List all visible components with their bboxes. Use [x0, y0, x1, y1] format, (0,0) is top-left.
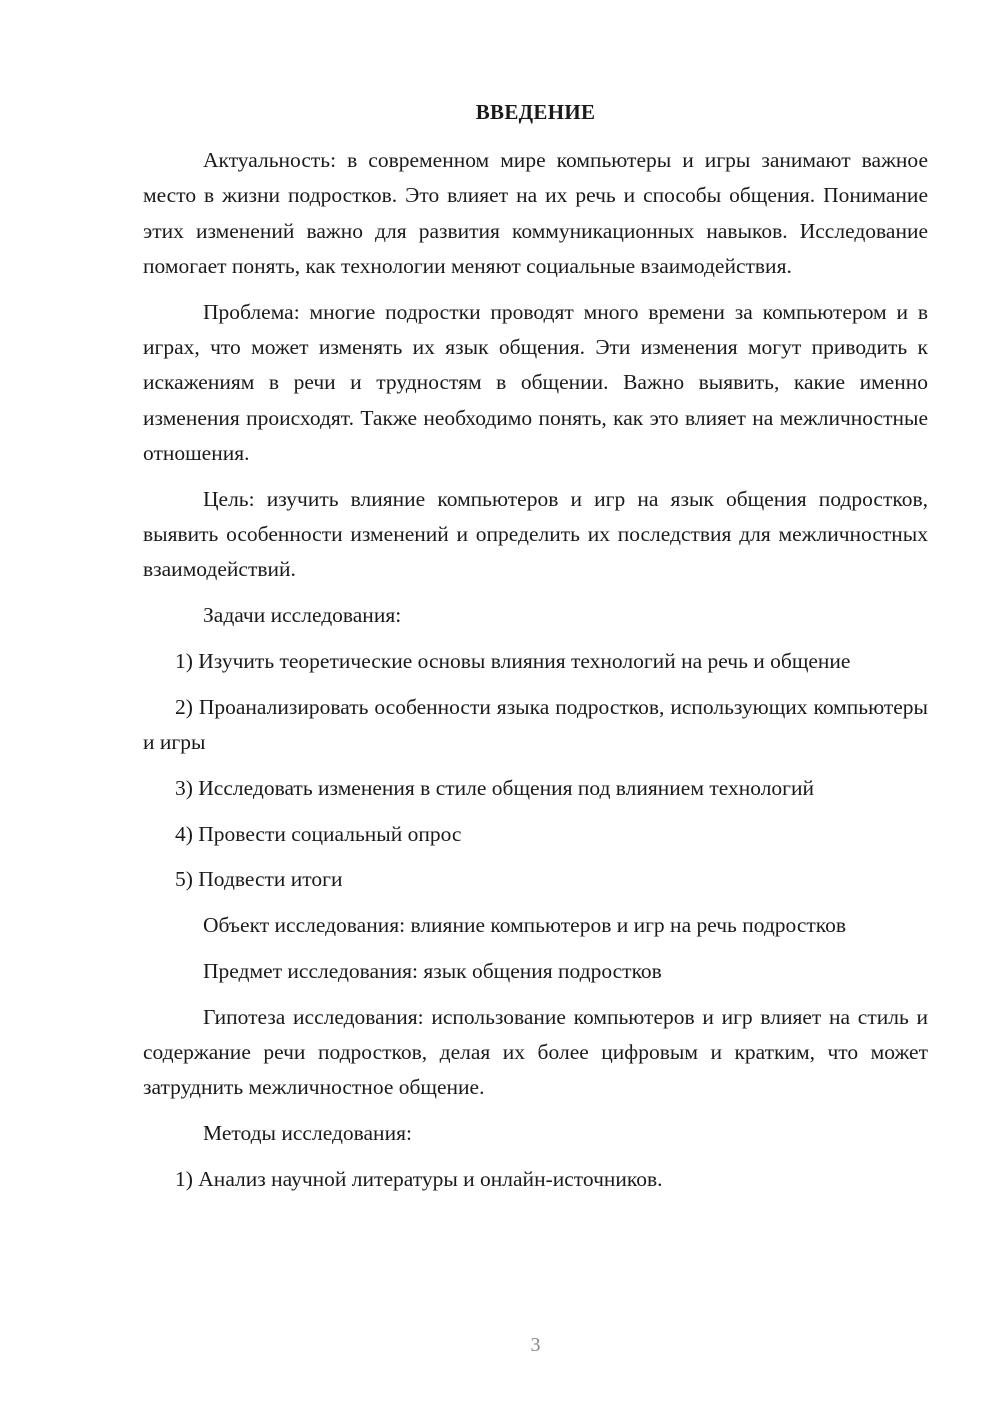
paragraph-problem: Проблема: многие подростки проводят много времени за компьютером и в играх, что может изменять их язык общения. Эти изменения могут приводить к искажениям в речи и трудностям в общении. Важно выявить, какие именно изменения происходят. Также необходимо понять, как это влияет на межличностные отношения. — [143, 299, 928, 465]
task-item-5: 5) Подвести итоги — [175, 867, 343, 892]
paragraph-goal: Цель: изучить влияние компьютеров и игр на язык общения подростков, выявить особенности изменений и определить их последствия для межличностных взаимодействий. — [143, 486, 928, 582]
document-page — [143, 0, 928, 1414]
method-item-1: 1) Анализ научной литературы и онлайн-источников. — [175, 1166, 663, 1191]
paragraph-object: Объект исследования: влияние компьютеров и игр на речь подростков — [203, 913, 847, 938]
paragraph-hypothesis: Гипотеза исследования: использование компьютеров и игр влияет на стиль и содержание речи подростков, делая их более цифровым и кратким, что может затруднить межличностное общение. — [143, 1004, 928, 1100]
task-item-2: 2) Проанализировать особенности языка подростков, использующих компьютеры и игры — [143, 694, 928, 754]
task-item-4: 4) Провести социальный опрос — [175, 821, 462, 846]
page-title: ВВЕДЕНИЕ — [475, 100, 596, 124]
methods-heading: Методы исследования: — [203, 1121, 412, 1146]
page-number: 3 — [530, 1334, 541, 1356]
paragraph-subject: Предмет исследования: язык общения подростков — [203, 958, 662, 983]
task-item-1: 1) Изучить теоретические основы влияния технологий на речь и общение — [175, 648, 851, 673]
paragraph-relevance: Актуальность: в современном мире компьютеры и игры занимают важное место в жизни подростков. Это влияет на их речь и способы общения. Понимание этих изменений важно для развития коммуникационных навыков. Исследование помогает понять, как технологии меняют социальные взаимодействия. — [143, 148, 928, 278]
task-item-3: 3) Исследовать изменения в стиле общения под влиянием технологий — [175, 775, 815, 800]
document-body — [143, 143, 928, 1208]
tasks-heading: Задачи исследования: — [203, 603, 402, 628]
